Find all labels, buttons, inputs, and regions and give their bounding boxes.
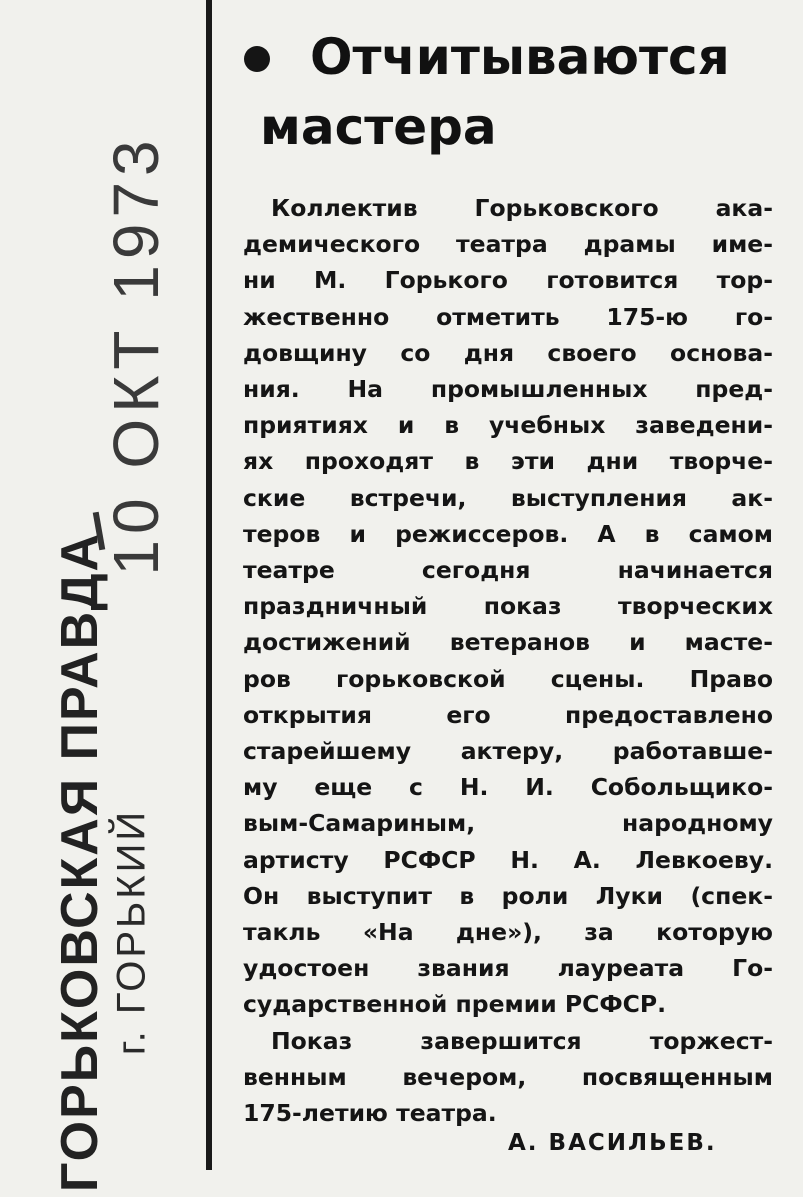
article-line: демического театра драмы име-: [243, 230, 773, 259]
article-line: Коллектив Горьковского ака-: [271, 194, 773, 222]
article-line: Показ завершится торжест-: [271, 1026, 773, 1055]
article-line: ров горьковской сцены. Право: [243, 664, 773, 693]
article-line: Он выступит в роли Луки (спек-: [243, 881, 773, 910]
stamp-newspaper-name: ГОРЬКОВСКАЯ ПРАВДА: [51, 531, 109, 1193]
article-line: достижений ветеранов и масте-: [243, 628, 773, 657]
column-rule: [206, 0, 212, 1170]
article-line: приятиях и в учебных заведени-: [243, 411, 773, 440]
article-line: му еще с Н. И. Собольщико-: [243, 773, 773, 802]
article-line: ях проходят в эти дни творче-: [243, 447, 773, 476]
article-line: теров и режиссеров. А в самом: [243, 519, 773, 548]
article-line: довщину со дня своего основа-: [243, 338, 773, 367]
article-line: сударственной премии РСФСР.: [243, 990, 667, 1019]
article-line: театре сегодня начинается: [243, 556, 773, 585]
article-line: 175-летию театра.: [243, 1099, 497, 1128]
article-headline: [238, 22, 778, 162]
article-body: [243, 190, 773, 1131]
article-line: венным вечером, посвященным: [243, 1062, 773, 1091]
article-line: ния. На промышленных пред-: [243, 375, 773, 404]
stamp-city: г. ГОРЬКИЙ: [109, 808, 154, 1056]
article-line: открытия его предоставлено: [243, 700, 773, 729]
article-line: жественно отметить 175-ю го-: [243, 302, 773, 331]
article-line: удостоен звания лауреата Го-: [243, 954, 773, 983]
article-line: артисту РСФСР Н. А. Левкоеву.: [243, 845, 773, 874]
article-line: праздничный показ творческих: [243, 592, 773, 621]
article-author: А. ВАСИЛЬЕВ.: [508, 1130, 717, 1156]
headline-line-2: мастера: [260, 98, 497, 156]
article-line: старейшему актеру, работавше-: [243, 737, 773, 766]
article-line: такль «На дне»), за которую: [243, 918, 773, 947]
headline-line-1: Отчитываются: [310, 28, 730, 86]
article-line: ни М. Горького готовится тор-: [243, 266, 773, 295]
article-line: ские встречи, выступления ак-: [243, 483, 773, 512]
article-line: вым-Самариным, народному: [243, 809, 773, 838]
archive-stamp: [0, 0, 206, 1197]
stamp-date: 10 ОКТ 1973: [100, 134, 172, 576]
